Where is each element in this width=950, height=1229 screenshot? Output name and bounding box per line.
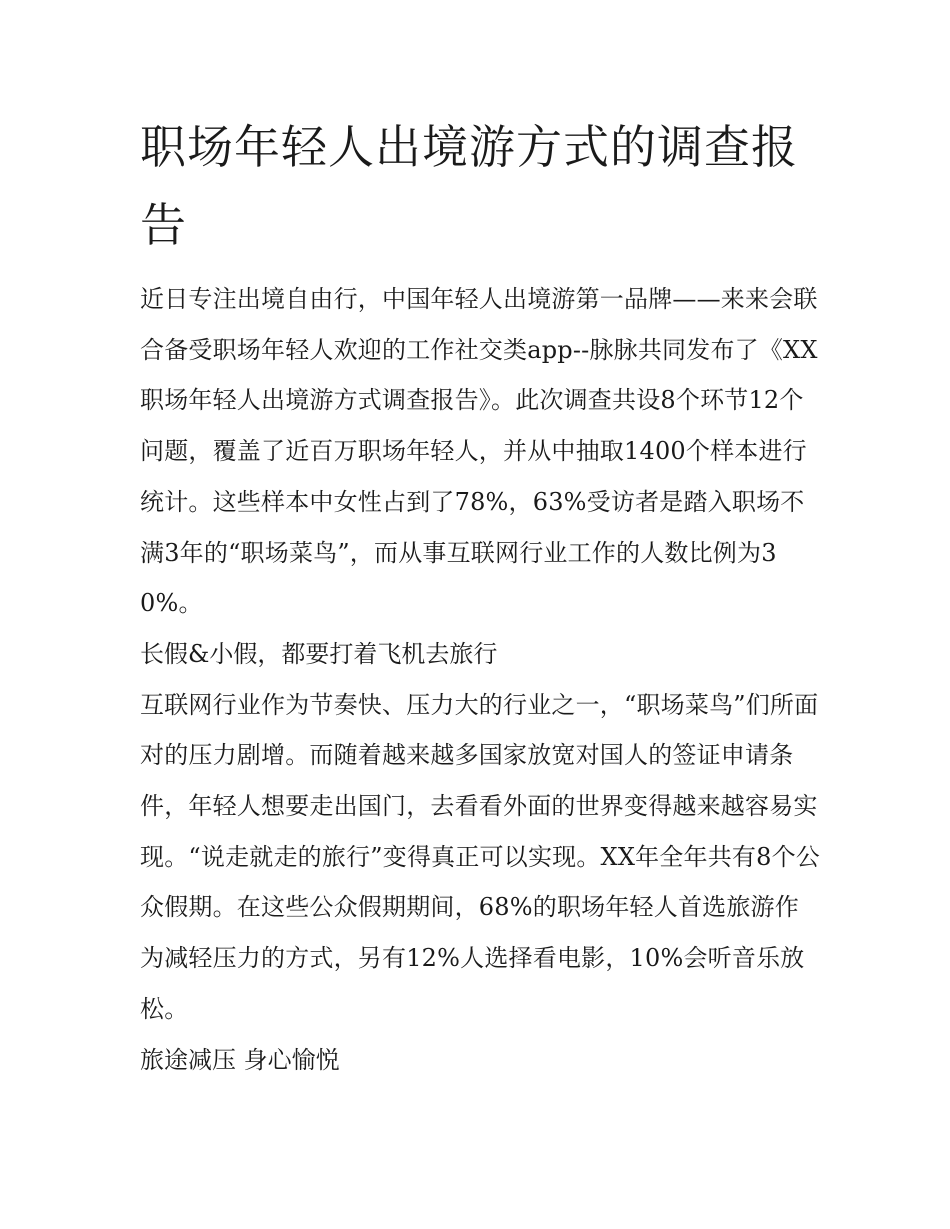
section-heading-stress-relief: 旅途减压 身心愉悦 xyxy=(140,1045,340,1074)
intro-paragraph: 近日专注出境自由行，中国年轻人出境游第一品牌——来来会联合备受职场年轻人欢迎的工作社交类app--脉脉共同发布了《XX职场年轻人出境游方式调查报告》。此次调查共设8个环节12个问题，覆盖了近百万职场年轻人，并从中抽取1400个样本进行统计。这些样本中女性占到了78%，63%受访者是踏入职场不满3年的“职场菜鸟”，而从事互联网行业工作的人数比例为30%。 xyxy=(140,285,818,618)
holiday-paragraph: 互联网行业作为节奏快、压力大的行业之一，“职场菜鸟”们所面对的压力剧增。而随着越来越多国家放宽对国人的签证申请条件，年轻人想要走出国门，去看看外面的世界变得越来越容易实现。“说走就走的旅行”变得真正可以实现。XX年全年共有8个公众假期。在这些公众假期期间，68%的职场年轻人首选旅游作为减轻压力的方式，另有12%人选择看电影，10%会听音乐放松。 xyxy=(140,690,820,1023)
section-heading-holiday-travel: 长假&小假，都要打着飞机去旅行 xyxy=(140,639,498,668)
document-title: 职场年轻人出境游方式的调查报告 xyxy=(140,120,798,252)
document-page xyxy=(140,108,820,1085)
